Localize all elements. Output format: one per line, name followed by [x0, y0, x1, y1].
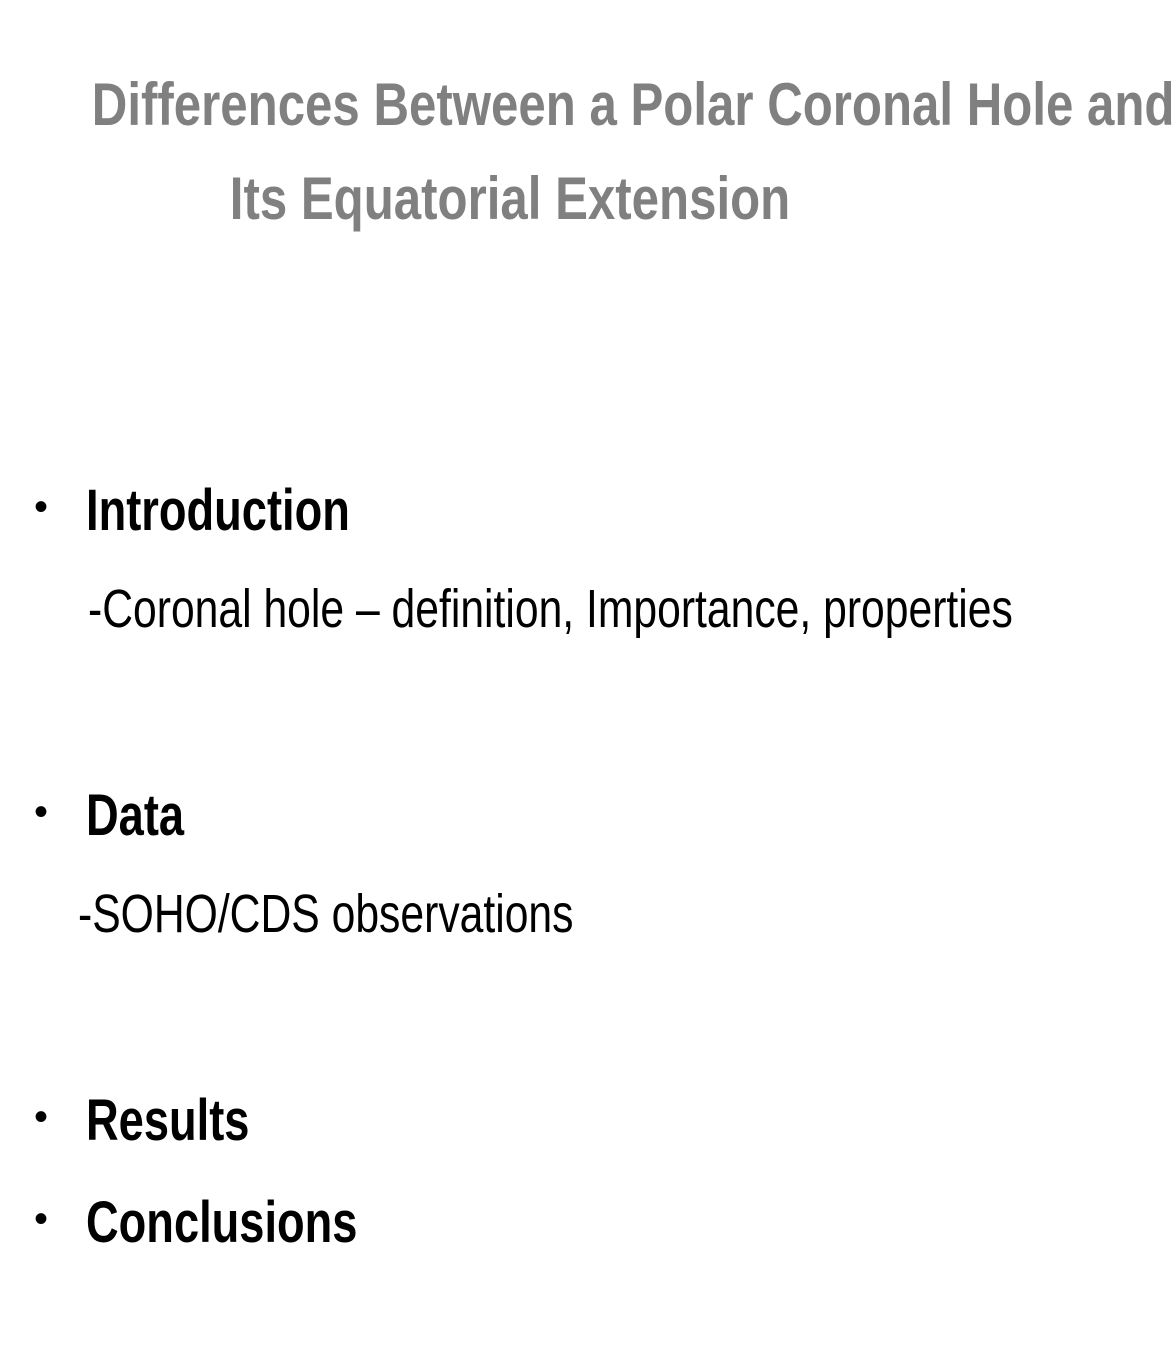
- bullet-item-results: [34, 1085, 296, 1155]
- bullet-label-conclusions: Conclusions: [86, 1189, 358, 1255]
- bullet-dot-icon: •: [34, 1196, 49, 1241]
- sub-item-data: -SOHO/CDS observations: [78, 884, 574, 944]
- title-line-1: Differences Between a Polar Coronal Hole and: [91, 71, 1175, 138]
- title-line-2: Its Equatorial Extension: [229, 165, 791, 232]
- bullet-dot-icon: •: [34, 1094, 49, 1139]
- slide-title: [91, 58, 1175, 246]
- bullet-item-conclusions: [34, 1187, 434, 1257]
- bullet-label-results: Results: [86, 1087, 250, 1153]
- bullet-item-introduction: [34, 475, 424, 545]
- sub-item-introduction: -Coronal hole – definition, Importance, properties: [88, 579, 1013, 639]
- bullet-dot-icon: •: [34, 789, 49, 834]
- bullet-label-data: Data: [86, 782, 185, 848]
- bullet-item-data: [34, 780, 212, 850]
- bullet-label-introduction: Introduction: [86, 477, 350, 543]
- bullet-dot-icon: •: [34, 484, 49, 529]
